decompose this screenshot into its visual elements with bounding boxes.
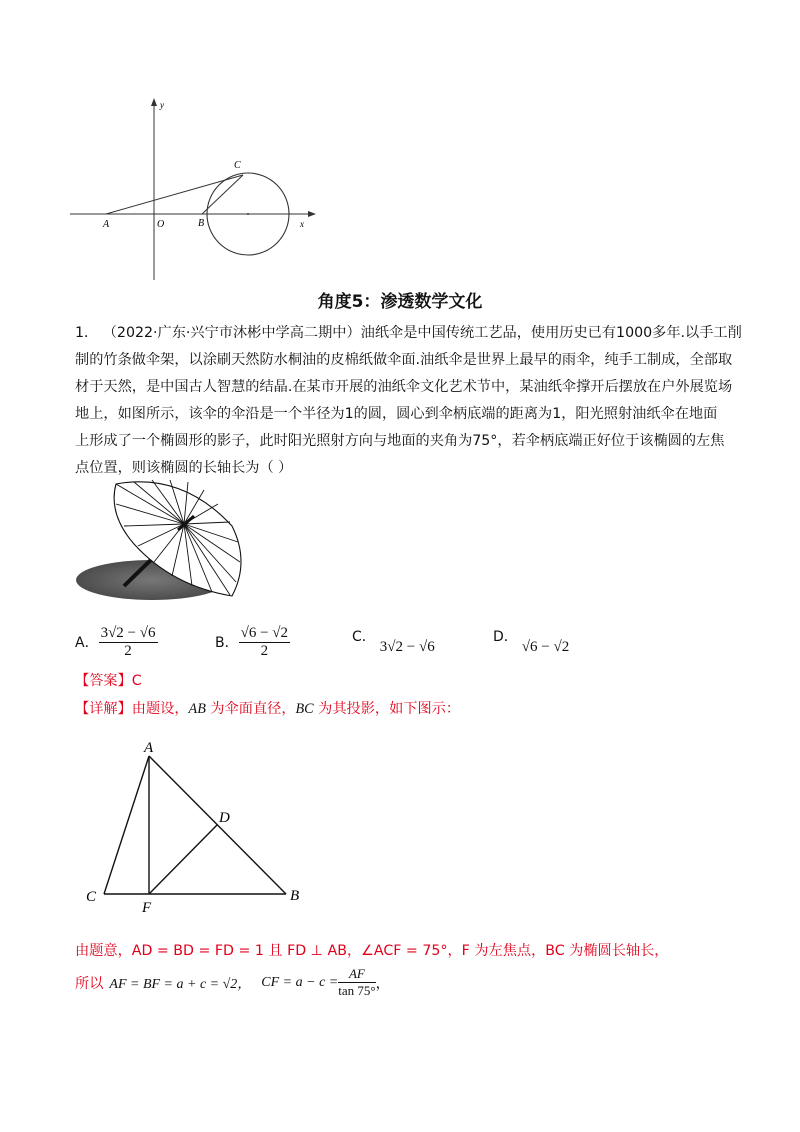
y-label: y xyxy=(160,100,164,110)
x-label: x xyxy=(300,219,304,229)
choice-c-label: C． xyxy=(352,629,376,645)
bc-symbol: BC xyxy=(295,701,314,717)
segment-ca xyxy=(104,756,149,894)
so-prefix: 所以 xyxy=(75,975,104,992)
equation-2: CF = a − c = xyxy=(261,974,339,990)
label-a: A xyxy=(144,740,154,756)
question-line: 上形成了一个椭圆形的影子，此时阳光照射方向与地面的夹角为75°，若伞柄底端正好位于该椭圆的左焦 xyxy=(75,433,725,449)
label-d: D xyxy=(219,810,230,826)
point-c-label: C xyxy=(234,160,241,171)
point-b-label: B xyxy=(198,218,205,229)
label-c: C xyxy=(86,889,97,905)
point-a-label: A xyxy=(103,219,110,230)
choice-b[interactable] xyxy=(215,622,290,662)
question-line: 点位置，则该椭圆的长轴长为（ ） xyxy=(75,460,293,476)
triangle-figure xyxy=(82,734,312,914)
coordinate-figure xyxy=(68,96,318,282)
detail-prefix: 【详解】 xyxy=(75,701,132,717)
choice-c-value: 3√2 − √6 xyxy=(379,639,435,655)
label-f: F xyxy=(142,900,152,914)
choice-a[interactable] xyxy=(75,622,158,662)
choice-a-label: A． xyxy=(75,635,99,651)
answer-value: C xyxy=(131,673,142,689)
question-line: 制的竹条做伞架，以涂刷天然防水桐油的皮棉纸做伞面.油纸伞是世界上最早的雨伞，纯手工制成，全部取 xyxy=(75,352,733,368)
answer-prefix: 【答案】 xyxy=(75,673,132,689)
question-text xyxy=(75,320,742,482)
choice-c[interactable] xyxy=(352,629,435,655)
answer-line xyxy=(75,670,142,690)
choice-b-label: B． xyxy=(215,635,239,651)
point-o-label: O xyxy=(157,219,165,230)
choice-d-label: D． xyxy=(493,629,518,645)
equation-1: AF = BF = a + c = √2， xyxy=(109,976,252,992)
section-title: 角度5：渗透数学文化 xyxy=(317,292,483,312)
choice-a-value: $\frac{3√2 - √6}{2}$ xyxy=(100,624,156,659)
explanation-line-1: 由题意，AD = BD = FD = 1 且 FD ⊥ AB，∠ACF = 75°，F 为左焦点，BC 为椭圆长轴长， xyxy=(75,943,669,959)
equation-2-fraction: $\frac{AF}{\tan 75^\circ}$ xyxy=(338,966,376,998)
question-line: 1． （2022·广东·兴宁市沐彬中学高二期中）油纸伞是中国传统工艺品，使用历史已有1000多年.以手工削 xyxy=(75,325,742,341)
umbrella-illustration xyxy=(72,478,248,606)
explanation-line-2: 所以 AF = BF = a + c = √2， CF = a − c = $\frac{AF}{\tan 75^\circ}$ ， xyxy=(75,966,390,998)
choice-b-value: $\frac{√6 - √2}{2}$ xyxy=(240,624,289,659)
choice-d-value: √6 − √2 xyxy=(521,639,570,655)
choice-d[interactable] xyxy=(493,629,570,655)
question-line: 地上，如图所示，该伞的伞沿是一个半径为1的圆，圆心到伞柄底端的距离为1，阳光照射油纸伞在地面 xyxy=(75,406,718,422)
segment-fd xyxy=(149,825,217,894)
detail-line: 【详解】由题设，AB 为伞面直径，BC 为其投影，如下图示： xyxy=(75,701,461,717)
label-b: B xyxy=(290,888,300,904)
ab-symbol: AB xyxy=(188,701,206,717)
question-line: 材于天然，是中国古人智慧的结晶.在某市开展的油纸伞文化艺术节中，某油纸伞撑开后摆放在户外展览场 xyxy=(75,379,733,395)
